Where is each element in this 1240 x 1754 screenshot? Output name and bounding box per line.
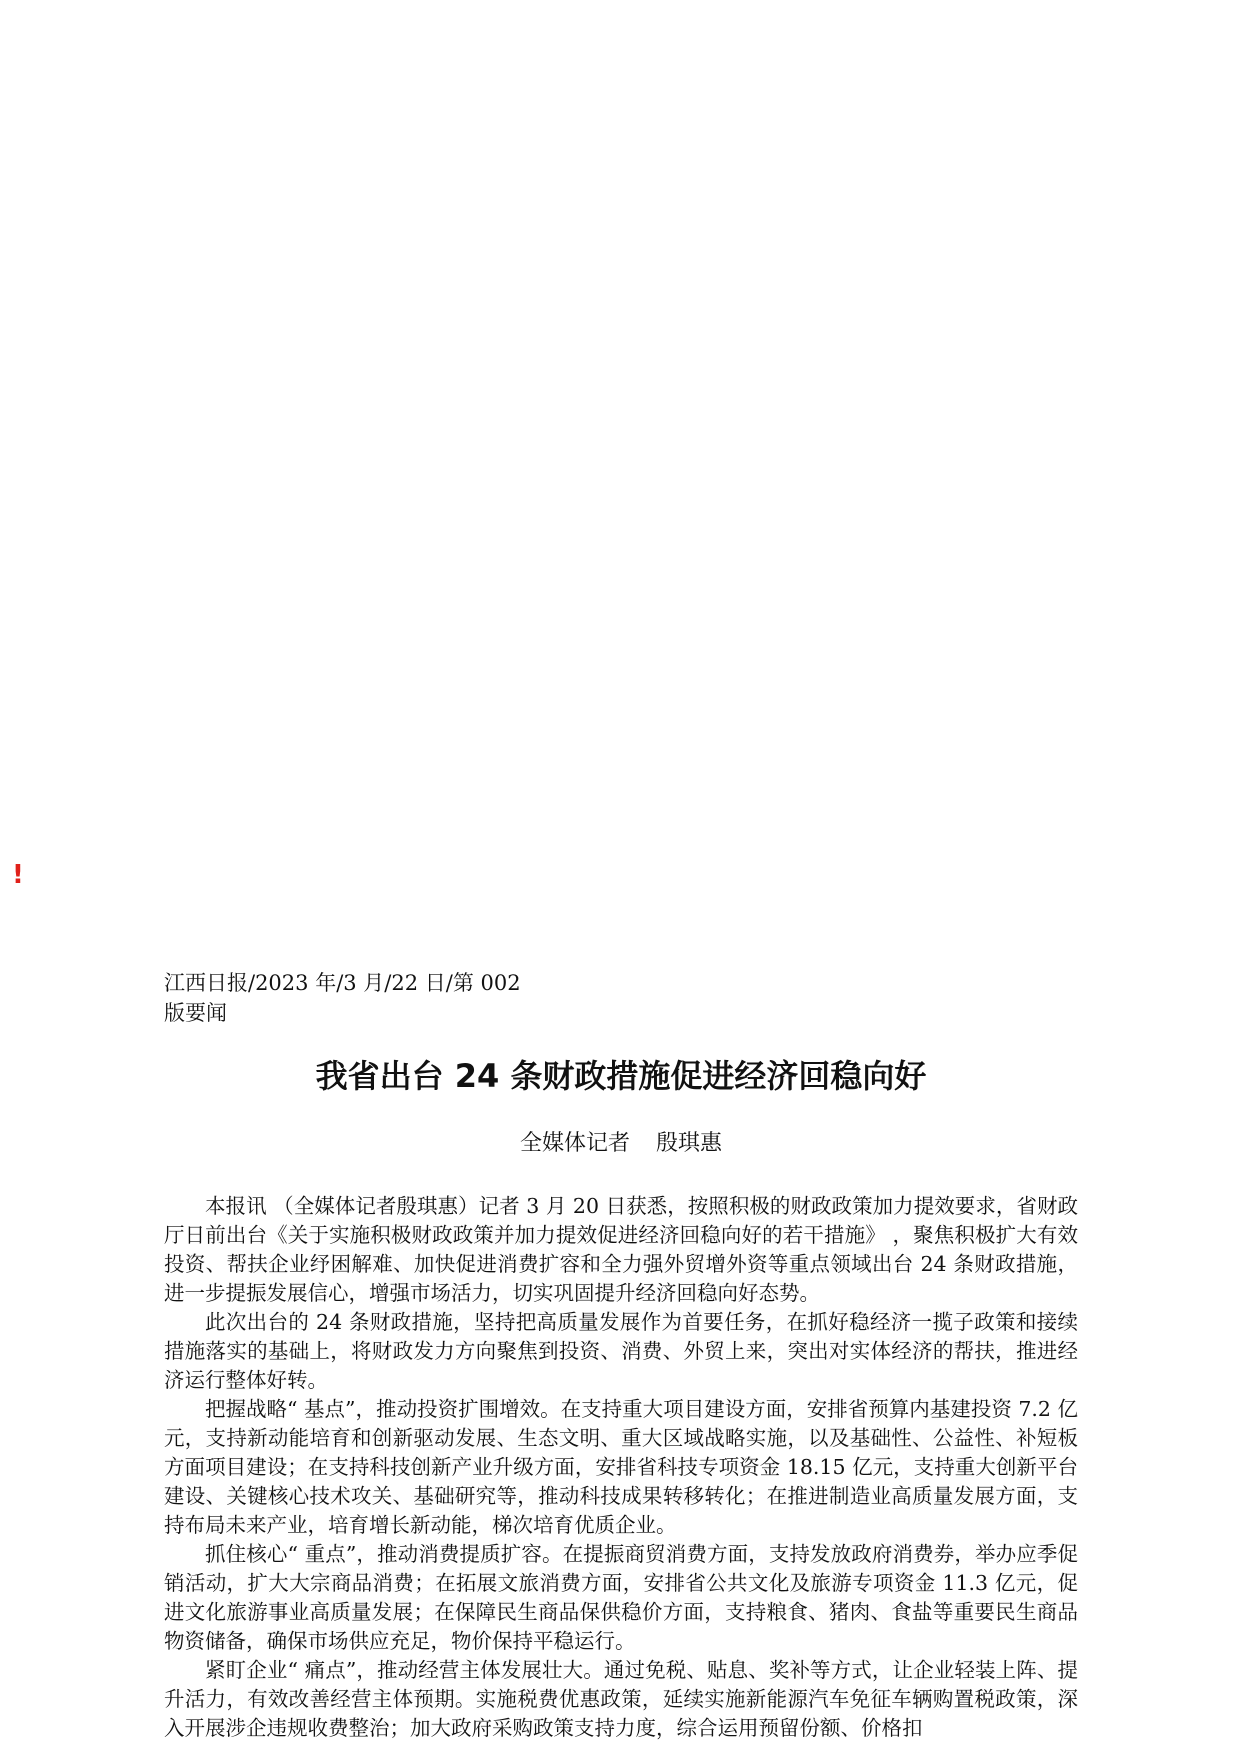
- article-title: 我省出台 24 条财政措施促进经济回稳向好: [315, 1057, 927, 1095]
- paragraph: 此次出台的 24 条财政措施，坚持把高质量发展作为首要任务，在抓好稳经济一揽子政策和接续措施落实的基础上，将财政发力方向聚焦到投资、消费、外贸上来，突出对实体经济的帮扶，推进经济运行整体好转。: [164, 1310, 1078, 1392]
- paragraph: 本报讯 （全媒体记者殷琪惠）记者 3 月 20 日获悉，按照积极的财政政策加力提效要求，省财政厅日前出台《关于实施积极财政政策并加力提效促进经济回稳向好的若干措施》 ，聚焦积极扩大有效投资、帮扶企业纾困解难、加快促进消费扩容和全力强外贸增外资等重点领域出台 24 条财政措施，进一步提振发展信心，增强市场活力，切实巩固提升经济回稳向好态势。: [164, 1194, 1078, 1305]
- byline-role: 全媒体记者: [519, 1131, 630, 1156]
- paragraph: 把握战略“ 基点”，推动投资扩围增效。在支持重大项目建设方面，安排省预算内基建投资 7.2 亿元，支持新动能培育和创新驱动发展、生态文明、重大区域战略实施，以及基础性、公益性、补短板方面项目建设；在支持科技创新产业升级方面，安排省科技专项资金 18.15 亿元，支持重大创新平台建设、关键核心技术攻关、基础研究等，推动科技成果转移转化；在推进制造业高质量发展方面，支持布局未来产业，培育增长新动能，梯次培育优质企业。: [164, 1397, 1078, 1537]
- article-body: [164, 1192, 1078, 1743]
- red-exclamation-mark: !: [12, 860, 24, 890]
- dateline-line-2: 版要闻: [164, 1001, 227, 1025]
- paragraph: 紧盯企业“ 痛点”，推动经营主体发展壮大。通过免税、贴息、奖补等方式，让企业轻装上阵、提升活力，有效改善经营主体预期。实施税费优惠政策，延续实施新能源汽车免征车辆购置税政策，深入开展涉企违规收费整治；加大政府采购政策支持力度，综合运用预留份额、价格扣: [164, 1658, 1078, 1740]
- paragraph: 抓住核心“ 重点”，推动消费提质扩容。在提振商贸消费方面，支持发放政府消费券，举办应季促销活动，扩大大宗商品消费；在拓展文旅消费方面，安排省公共文化及旅游专项资金 11.3 亿元，促进文化旅游事业高质量发展；在保障民生商品保供稳价方面，支持粮食、猪肉、食盐等重要民生商品物资储备，确保市场供应充足，物价保持平稳运行。: [164, 1542, 1078, 1653]
- byline-author: 殷琪惠: [656, 1131, 723, 1156]
- dateline: [164, 968, 584, 1028]
- dateline-line-1: 江西日报/2023 年/3 月/22 日/第 002: [164, 971, 521, 995]
- byline: [164, 1128, 1078, 1160]
